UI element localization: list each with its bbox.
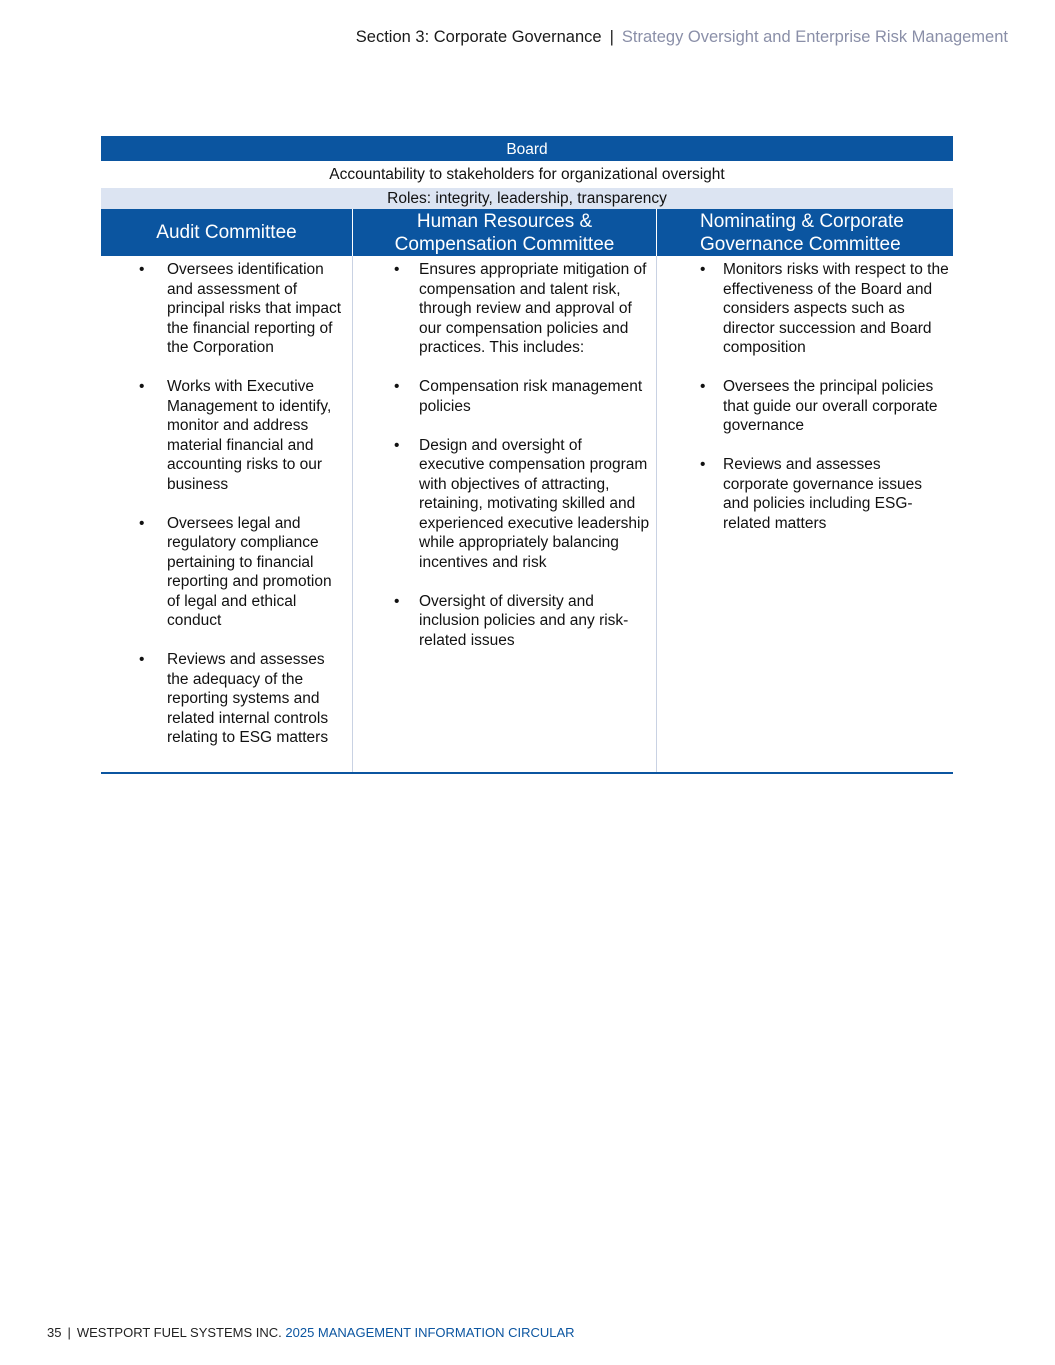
hr-compensation-committee-duties — [353, 256, 657, 772]
list-item — [101, 514, 352, 631]
footer-separator: | — [67, 1325, 71, 1340]
governance-table — [101, 136, 953, 774]
subsection-title: Strategy Oversight and Enterprise Risk Management — [621, 28, 1008, 46]
duty-text: Oversees the principal policies that guide our overall corporate governance — [723, 378, 938, 434]
duty-text: Reviews and assesses the adequacy of the reporting systems and related internal controls relating to ESG matters — [167, 651, 329, 746]
bullet: • — [139, 378, 145, 395]
nominating-governance-committee-duties — [657, 256, 953, 772]
company-name: WESTPORT FUEL SYSTEMS INC. — [76, 1325, 282, 1340]
duty-text: Reviews and assesses corporate governance issues and policies including ESG-related matters — [723, 456, 923, 532]
list-item — [657, 260, 953, 358]
bullet: • — [139, 514, 145, 532]
duty-text: Oversight of diversity and inclusion policies and any risk-related issues — [419, 592, 629, 649]
hr-compensation-committee-header: Human Resources & Compensation Committee — [353, 209, 657, 256]
committee-body-row — [101, 256, 953, 774]
duty-text: Design and oversight of executive compensation program with objectives of attracting, retaining, motivating skilled and experienced executive leadership while appropriately balancing incentives and risk — [419, 436, 650, 571]
bullet: • — [394, 436, 400, 454]
bullet: • — [139, 261, 145, 278]
bullet: • — [394, 261, 400, 278]
bullet: • — [700, 456, 706, 473]
page-footer — [47, 1325, 575, 1340]
page-header — [356, 28, 1008, 47]
audit-committee-duties — [101, 256, 353, 772]
bullet: • — [394, 592, 400, 610]
document-title: 2025 MANAGEMENT INFORMATION CIRCULAR — [285, 1325, 575, 1340]
duty-text: Works with Executive Management to identify, monitor and address material financial and accounting risks to our business — [167, 378, 332, 493]
list-item — [353, 436, 656, 573]
nominating-governance-committee-header: Nominating & Corporate Governance Committee — [700, 210, 904, 255]
list-item — [353, 260, 656, 358]
list-item — [657, 455, 953, 533]
page-number: 35 — [47, 1325, 62, 1340]
duty-text: Ensures appropriate mitigation of compensation and talent risk, through review and approval of our compensation policies and practices. This includes: — [419, 261, 647, 356]
bullet: • — [394, 378, 400, 395]
bullet: • — [139, 651, 145, 668]
list-item — [657, 377, 953, 436]
list-item — [101, 260, 352, 358]
list-item — [353, 592, 656, 651]
list-item — [353, 377, 656, 416]
section-title: Section 3: Corporate Governance — [355, 28, 602, 46]
duty-text: Monitors risks with respect to the effectiveness of the Board and considers aspects such as director succession and Board composition — [723, 261, 949, 356]
audit-committee-header: Audit Committee — [101, 209, 353, 256]
accountability-row: Accountability to stakeholders for organizational oversight — [101, 161, 953, 188]
duty-text: Oversees identification and assessment of principal risks that impact the financial reporting of the Corporation — [167, 261, 342, 356]
duty-text: Compensation risk management policies — [419, 378, 643, 415]
list-item — [101, 377, 352, 494]
bullet: • — [700, 261, 706, 278]
header-separator: | — [609, 28, 614, 46]
duty-text: Oversees legal and regulatory compliance pertaining to financial reporting and promotion of legal and ethical conduct — [167, 514, 332, 629]
bullet: • — [700, 378, 706, 395]
board-row: Board — [101, 136, 953, 161]
list-item — [101, 650, 352, 748]
roles-row: Roles: integrity, leadership, transparency — [101, 188, 953, 209]
committee-header-row — [101, 209, 953, 256]
